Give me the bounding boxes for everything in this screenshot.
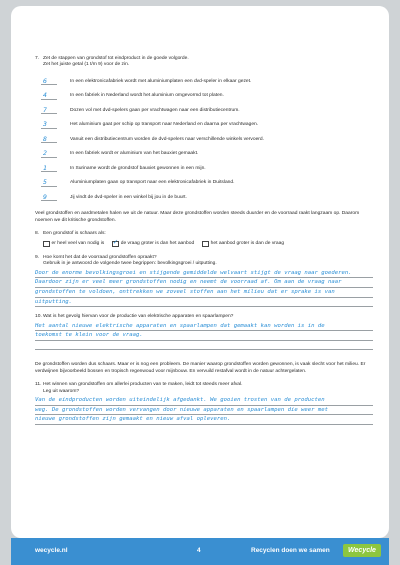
page-footer bbox=[11, 538, 389, 565]
step-text: In een elektronicafabriek wordt met aluminiumplaten een dvd-speler in elkaar gezet. bbox=[70, 78, 252, 84]
answer-line[interactable]: uitputting. bbox=[35, 298, 373, 308]
answer-line[interactable] bbox=[35, 341, 373, 351]
step-row bbox=[35, 192, 373, 210]
step-answer-field[interactable]: 3 bbox=[41, 121, 57, 128]
answer-line[interactable]: nieuwe grondstoffen zijn gemaakt en nieuw afval opleveren. bbox=[35, 415, 373, 425]
ordering-steps bbox=[35, 76, 373, 210]
answer-area[interactable] bbox=[35, 396, 373, 425]
answer-line[interactable]: toekomst te klein voor de vraag. bbox=[35, 331, 373, 341]
option-checkbox[interactable] bbox=[43, 241, 104, 248]
step-answer-field[interactable]: 7 bbox=[41, 107, 57, 114]
question-number: 8. bbox=[35, 231, 40, 237]
question-number: 9. bbox=[35, 255, 40, 261]
step-text: Dozen vol met dvd-spelers gaan per vrachtwagen naar een distributiecentrum. bbox=[70, 107, 240, 113]
question-11 bbox=[35, 382, 373, 425]
step-answer-field[interactable]: 6 bbox=[41, 78, 57, 85]
question-text: Een grondstof is schaars als: bbox=[43, 231, 106, 237]
checkbox-group bbox=[35, 241, 373, 248]
option-checkbox[interactable] bbox=[202, 241, 284, 248]
step-text: In een fabriek in Nederland wordt het aluminium omgevormd tot platen. bbox=[70, 93, 224, 99]
step-answer-field[interactable]: 1 bbox=[41, 165, 57, 172]
step-row bbox=[35, 180, 373, 195]
info-paragraph: De grondstoffen worden dus schaars. Maar er is nog een probleem. De manier waarop grondstoffen worden gewonnen, is vaak slecht voor het milieu. Er verdwijnen bijvoorbeeld bossen en tropisch regenwoud voor mijnbouw. En vervuild restafval wordt in de natuur achtergelaten. bbox=[35, 362, 366, 374]
option-label: het aanbod groter is dan de vraag bbox=[210, 240, 285, 246]
step-row bbox=[35, 151, 373, 166]
question-8 bbox=[35, 231, 373, 247]
step-text: Jij vindt de dvd-speler in een winkel bij jou in de buurt. bbox=[70, 194, 187, 200]
question-hint: Gebruik in je antwoord de volgende twee begrippen: bevolkingsgroei / uitputting. bbox=[43, 261, 217, 267]
question-number: 7. bbox=[35, 56, 40, 61]
question-number: 10. bbox=[35, 314, 42, 320]
question-text: Hoe komt het dat de voorraad grondstoffen opraakt? bbox=[43, 255, 157, 261]
checkbox-icon[interactable] bbox=[43, 241, 50, 248]
step-answer-field[interactable]: 8 bbox=[41, 136, 57, 143]
step-answer-field[interactable]: 4 bbox=[41, 92, 57, 99]
question-text: Het winnen van grondstoffen om allerlei producten van te maken, leidt tot steeds meer afval. bbox=[43, 382, 243, 388]
question-number: 11. bbox=[35, 382, 42, 388]
step-answer-field[interactable]: 9 bbox=[41, 194, 57, 201]
page-number: 4 bbox=[197, 547, 201, 554]
answer-line[interactable]: Van de eindproducten worden uiteindelijk afgedankt. We gooien trosten van de producten bbox=[35, 396, 373, 406]
step-text: Het aluminium gaat per schip op transport naar Nederland en daarna per vrachtwagen. bbox=[70, 122, 259, 128]
step-row bbox=[35, 76, 373, 94]
question-text: Zet de stappen van grondstof tot eindproduct in de goede volgorde. bbox=[43, 56, 189, 61]
step-text: In Suriname wordt de grondstof bauxiet gewonnen in een mijn. bbox=[70, 165, 206, 171]
step-row bbox=[35, 122, 373, 137]
answer-line[interactable]: weg. De grondstoffen worden vervangen door nieuwe apparaten en spaarlampen die weer met bbox=[35, 406, 373, 416]
question-subtext: Zet het juiste getal (1 t/m 9) voor de zin. bbox=[43, 62, 130, 68]
step-row bbox=[35, 163, 373, 181]
footer-slogan: Recyclen doen we samen bbox=[251, 547, 330, 554]
step-answer-field[interactable]: 5 bbox=[41, 179, 57, 186]
checkbox-icon[interactable] bbox=[202, 241, 209, 248]
step-row bbox=[35, 105, 373, 123]
answer-line[interactable]: Daardoor zijn er veel meer grondstoffen nodig en neemt de voorraad af. Om aan de vraag naar bbox=[35, 278, 373, 288]
option-label: er heel veel van nodig is bbox=[51, 240, 105, 246]
answer-area[interactable] bbox=[35, 322, 373, 351]
answer-line[interactable]: Het aantal nieuwe elektrische apparaten en spaarlampen dat gemaakt kan worden is in de bbox=[35, 322, 373, 332]
answer-line[interactable]: grondstoffen te voldoen, onttrekken we zoveel stoffen aan het milieu dat er sprake is van bbox=[35, 288, 373, 298]
worksheet-content bbox=[35, 56, 373, 425]
step-text: Vanuit een distributiecentrum worden de dvd-spelers naar verschillende winkels vervoerd. bbox=[70, 136, 265, 142]
worksheet-page bbox=[11, 6, 389, 538]
question-10 bbox=[35, 314, 373, 350]
info-paragraph: Veel grondstoffen en aardmetalen halen we uit de natuur. Maar deze grondstoffen worden steeds duurder en de voorraad raakt langzaam op. Daarom noemen we dit kritische grondstoffen. bbox=[35, 211, 360, 223]
checkbox-icon[interactable] bbox=[112, 241, 119, 248]
step-text: Aluminiumplaten gaan op transport naar een elektronicafabriek in Duitsland. bbox=[70, 180, 235, 186]
answer-line[interactable]: Door de enorme bevolkingsgroei en stijgende gemiddelde welvaart stijgt de vraag naar goederen. bbox=[35, 269, 373, 279]
question-9 bbox=[35, 255, 373, 307]
question-7 bbox=[35, 56, 373, 69]
question-subtext: Leg uit waarom? bbox=[43, 388, 80, 394]
step-answer-field[interactable]: 2 bbox=[41, 150, 57, 157]
step-text: In een fabriek wordt er aluminium van het bauxiet gemaakt. bbox=[70, 151, 199, 157]
option-checkbox[interactable] bbox=[112, 241, 194, 248]
footer-site-link[interactable]: wecycle.nl bbox=[35, 547, 68, 554]
question-text: Wat is het gevolg hiervan voor de productie van elektrische apparaten en spaarlampen? bbox=[43, 314, 234, 320]
answer-area[interactable] bbox=[35, 269, 373, 307]
step-row bbox=[35, 93, 373, 108]
step-row bbox=[35, 134, 373, 152]
wecycle-logo: Wecycle bbox=[343, 544, 381, 557]
option-label: de vraag groter is dan het aanbod bbox=[120, 240, 195, 246]
